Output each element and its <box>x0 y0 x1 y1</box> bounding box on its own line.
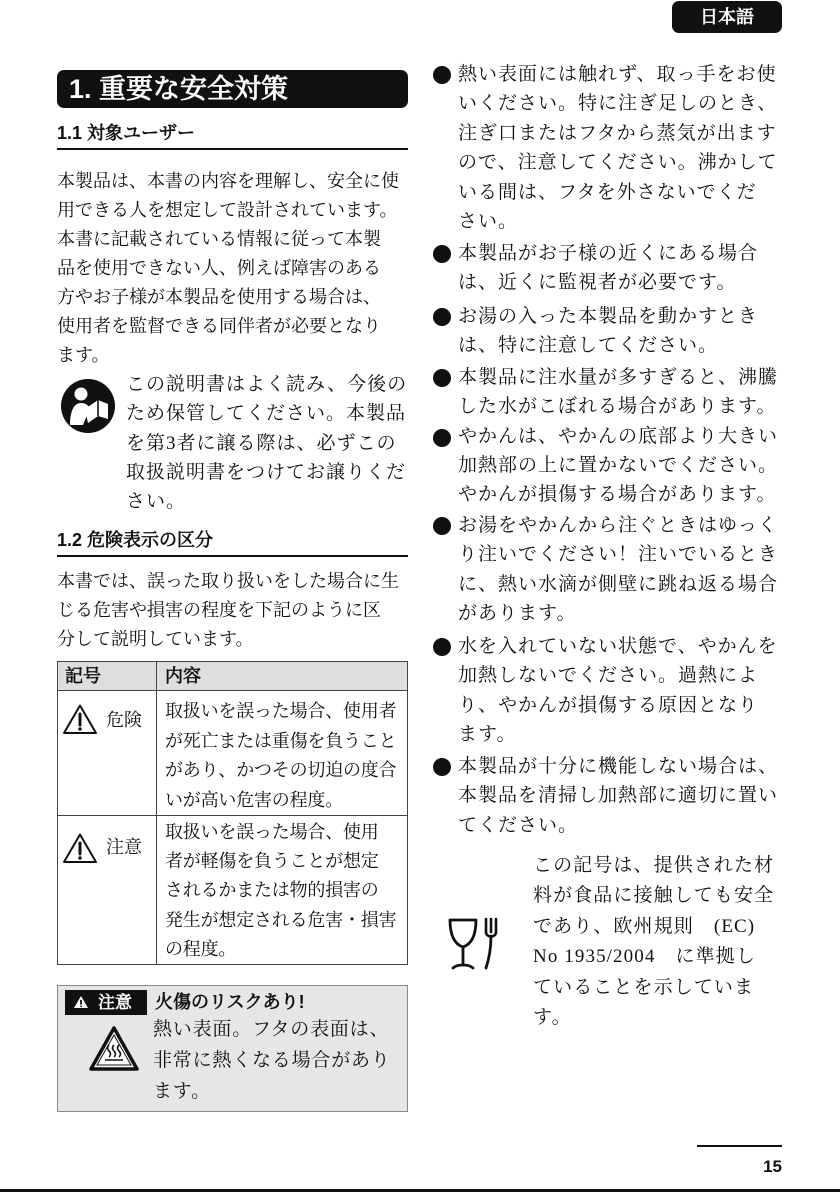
text-line: があり、かつその切迫の度合 <box>165 760 397 780</box>
hot-surface-icon <box>88 1025 140 1073</box>
text-line: 取扱いを誤った場合、使用 <box>165 822 379 842</box>
hazard-levels-paragraph <box>57 567 399 653</box>
text-line: 加熱しないでください。過熱によ <box>458 665 759 687</box>
text-line: 取扱いを誤った場合、使用者 <box>165 701 397 721</box>
text-line: を第3者に譲る際は、必ずこの <box>126 432 397 454</box>
symbol-cell <box>58 816 157 964</box>
content-cell <box>157 816 396 964</box>
table-row <box>58 691 407 816</box>
text-line: さい。 <box>458 211 519 233</box>
hazard-table <box>57 661 408 965</box>
text-line: 用できる人を想定して設計されています。 <box>57 200 398 220</box>
bullet-item <box>432 239 782 298</box>
section-title <box>57 70 408 108</box>
danger-label: 危険 <box>106 710 142 730</box>
text-line: が死亡または重傷を負うこと <box>165 730 397 751</box>
symbol-cell <box>58 691 157 815</box>
burn-caution-box <box>57 985 408 1112</box>
text-line: す。 <box>533 1007 572 1029</box>
target-users-paragraph <box>57 167 399 370</box>
text-line: ていることを示していま <box>533 976 755 998</box>
text-line: した水がこぼれる場合があります。 <box>458 396 777 418</box>
text-line: 方やお子様が本製品を使用する場合は、 <box>57 287 381 307</box>
text-line: いください。特に注ぎ足しのとき、 <box>458 93 778 115</box>
bullet-dot <box>433 429 451 447</box>
text-line: ます。 <box>57 345 110 365</box>
text-line: 熱い表面には触れず、取っ手をお使 <box>458 64 777 85</box>
text-line: 者が軽傷を負うことが想定 <box>165 851 379 872</box>
text-line: 水を入れていない状態で、やかんを <box>458 636 778 657</box>
bullet-dot <box>433 638 451 656</box>
text-line: 品を使用できない人、例えば障害のある <box>57 258 381 278</box>
text-line: り、やかんが損傷する原因となり <box>458 694 759 716</box>
page-number-rule <box>697 1145 782 1147</box>
text-line: 本製品に注水量が多すぎると、沸騰 <box>458 367 779 388</box>
text-line: り注いでください！注いでいるとき <box>458 544 779 566</box>
warning-triangle-icon <box>62 703 98 735</box>
bullet-dot <box>433 517 451 535</box>
warning-triangle-icon <box>62 832 98 864</box>
food-safe-icon <box>446 914 504 972</box>
bullet-text <box>458 632 782 750</box>
bullet-dot <box>433 308 451 326</box>
subsection-heading-target-users: 1.1 対象ユーザー <box>57 119 408 150</box>
bullet-text <box>458 363 782 422</box>
bullet-text <box>458 423 782 509</box>
text-line: この説明書はよく読み、今後の <box>126 374 408 395</box>
text-line: さい。 <box>126 491 187 513</box>
text-line: は、近くに監視者が必要です。 <box>458 272 737 294</box>
text-line: 使用者を監督できる同伴者が必要となり <box>57 316 381 336</box>
bullet-item <box>432 363 782 422</box>
column-header-content: 内容 <box>165 666 201 686</box>
bullet-item <box>432 302 782 361</box>
text-line: 本書では、誤った取り扱いをした場合に生 <box>57 571 399 591</box>
table-row <box>58 816 407 964</box>
manual-notice-text <box>126 370 407 516</box>
section-title-text: 1. 重要な安全対策 <box>69 74 289 104</box>
text-line: であり、欧州規則 (EC) <box>533 915 756 937</box>
text-line: があります。 <box>458 603 577 625</box>
text-line: 非常に熱くなる場合があり <box>153 1050 391 1071</box>
language-tab: 日本語 <box>672 1 782 33</box>
bullet-item <box>432 60 782 236</box>
read-manual-icon <box>61 379 115 433</box>
bullet-dot <box>433 758 451 776</box>
bullet-text <box>458 239 782 298</box>
text-line: 取扱説明書をつけてお譲りくだ <box>126 461 407 483</box>
subsection-heading-hazard-levels: 1.2 危険表示の区分 <box>57 526 408 557</box>
text-line: 注ぎ口またはフタから蒸気が出ます <box>458 122 777 144</box>
text-line: ます。 <box>153 1081 211 1102</box>
caution-badge <box>65 990 147 1015</box>
bullet-dot <box>433 245 451 263</box>
text-line: 分して説明しています。 <box>57 628 254 649</box>
text-line: 料が食品に接触しても安全 <box>533 885 775 907</box>
text-line: 本書に記載されている情報に従って本製 <box>57 229 381 249</box>
bullet-text <box>458 302 782 361</box>
bullet-dot <box>433 369 451 387</box>
text-line: の程度。 <box>165 938 237 959</box>
bullet-item <box>432 752 782 840</box>
text-line: 本製品を清掃し加熱部に適切に置い <box>458 785 779 807</box>
text-line: この記号は、提供された材 <box>533 855 775 876</box>
text-line: てください。 <box>458 814 579 836</box>
text-line: やかんは、やかんの底部より大きい <box>458 426 779 447</box>
table-header <box>58 662 407 691</box>
text-line: 本製品がお子様の近くにある場合 <box>458 243 759 264</box>
column-header-symbol: 記号 <box>58 662 157 690</box>
bullet-item <box>432 423 782 509</box>
text-line: 加熱部の上に置かないでください。 <box>458 454 779 476</box>
text-line: お湯をやかんから注ぐときはゆっく <box>458 515 778 536</box>
caution-badge-label: 注意 <box>98 993 132 1012</box>
text-line: ため保管してください。本製品 <box>126 403 407 425</box>
bullet-text <box>458 752 782 840</box>
bullet-text <box>458 60 782 236</box>
caution-title: 火傷のリスクあり! <box>155 992 305 1012</box>
text-line: ので、注意してください。沸かして <box>458 152 778 174</box>
bullet-item <box>432 511 782 629</box>
text-line: じる危害や損害の程度を下記のように区 <box>57 599 381 620</box>
text-line: されるかまたは物的損害の <box>165 880 379 901</box>
text-line: に、熱い水滴が側壁に跳ね返る場合 <box>458 573 779 595</box>
text-line: やかんが損傷する場合があります。 <box>458 483 777 505</box>
text-line: 発生が想定される危害・損害 <box>165 909 397 930</box>
page-number: 15 <box>763 1157 782 1176</box>
caution-text <box>153 1014 391 1107</box>
bullet-dot <box>433 66 451 84</box>
text-line: 本製品は、本書の内容を理解し、安全に使 <box>57 171 399 191</box>
text-line: いが高い危害の程度。 <box>165 789 343 810</box>
caution-label: 注意 <box>106 837 142 857</box>
warning-triangle-icon <box>73 995 89 1009</box>
bullet-item <box>432 632 782 750</box>
text-line: 本製品が十分に機能しない場合は、 <box>458 756 779 777</box>
text-line: ます。 <box>458 724 517 746</box>
food-symbol-text <box>533 851 774 1033</box>
content-cell <box>157 691 396 815</box>
text-line: No 1935/2004 に準拠し <box>533 946 756 968</box>
text-line: いる間は、フタを外さないでくだ <box>458 181 757 203</box>
text-line: お湯の入った本製品を動かすとき <box>458 306 759 327</box>
text-line: 熱い表面。フタの表面は、 <box>153 1019 390 1040</box>
text-line: は、特に注意してください。 <box>458 335 719 357</box>
bullet-text <box>458 511 782 629</box>
